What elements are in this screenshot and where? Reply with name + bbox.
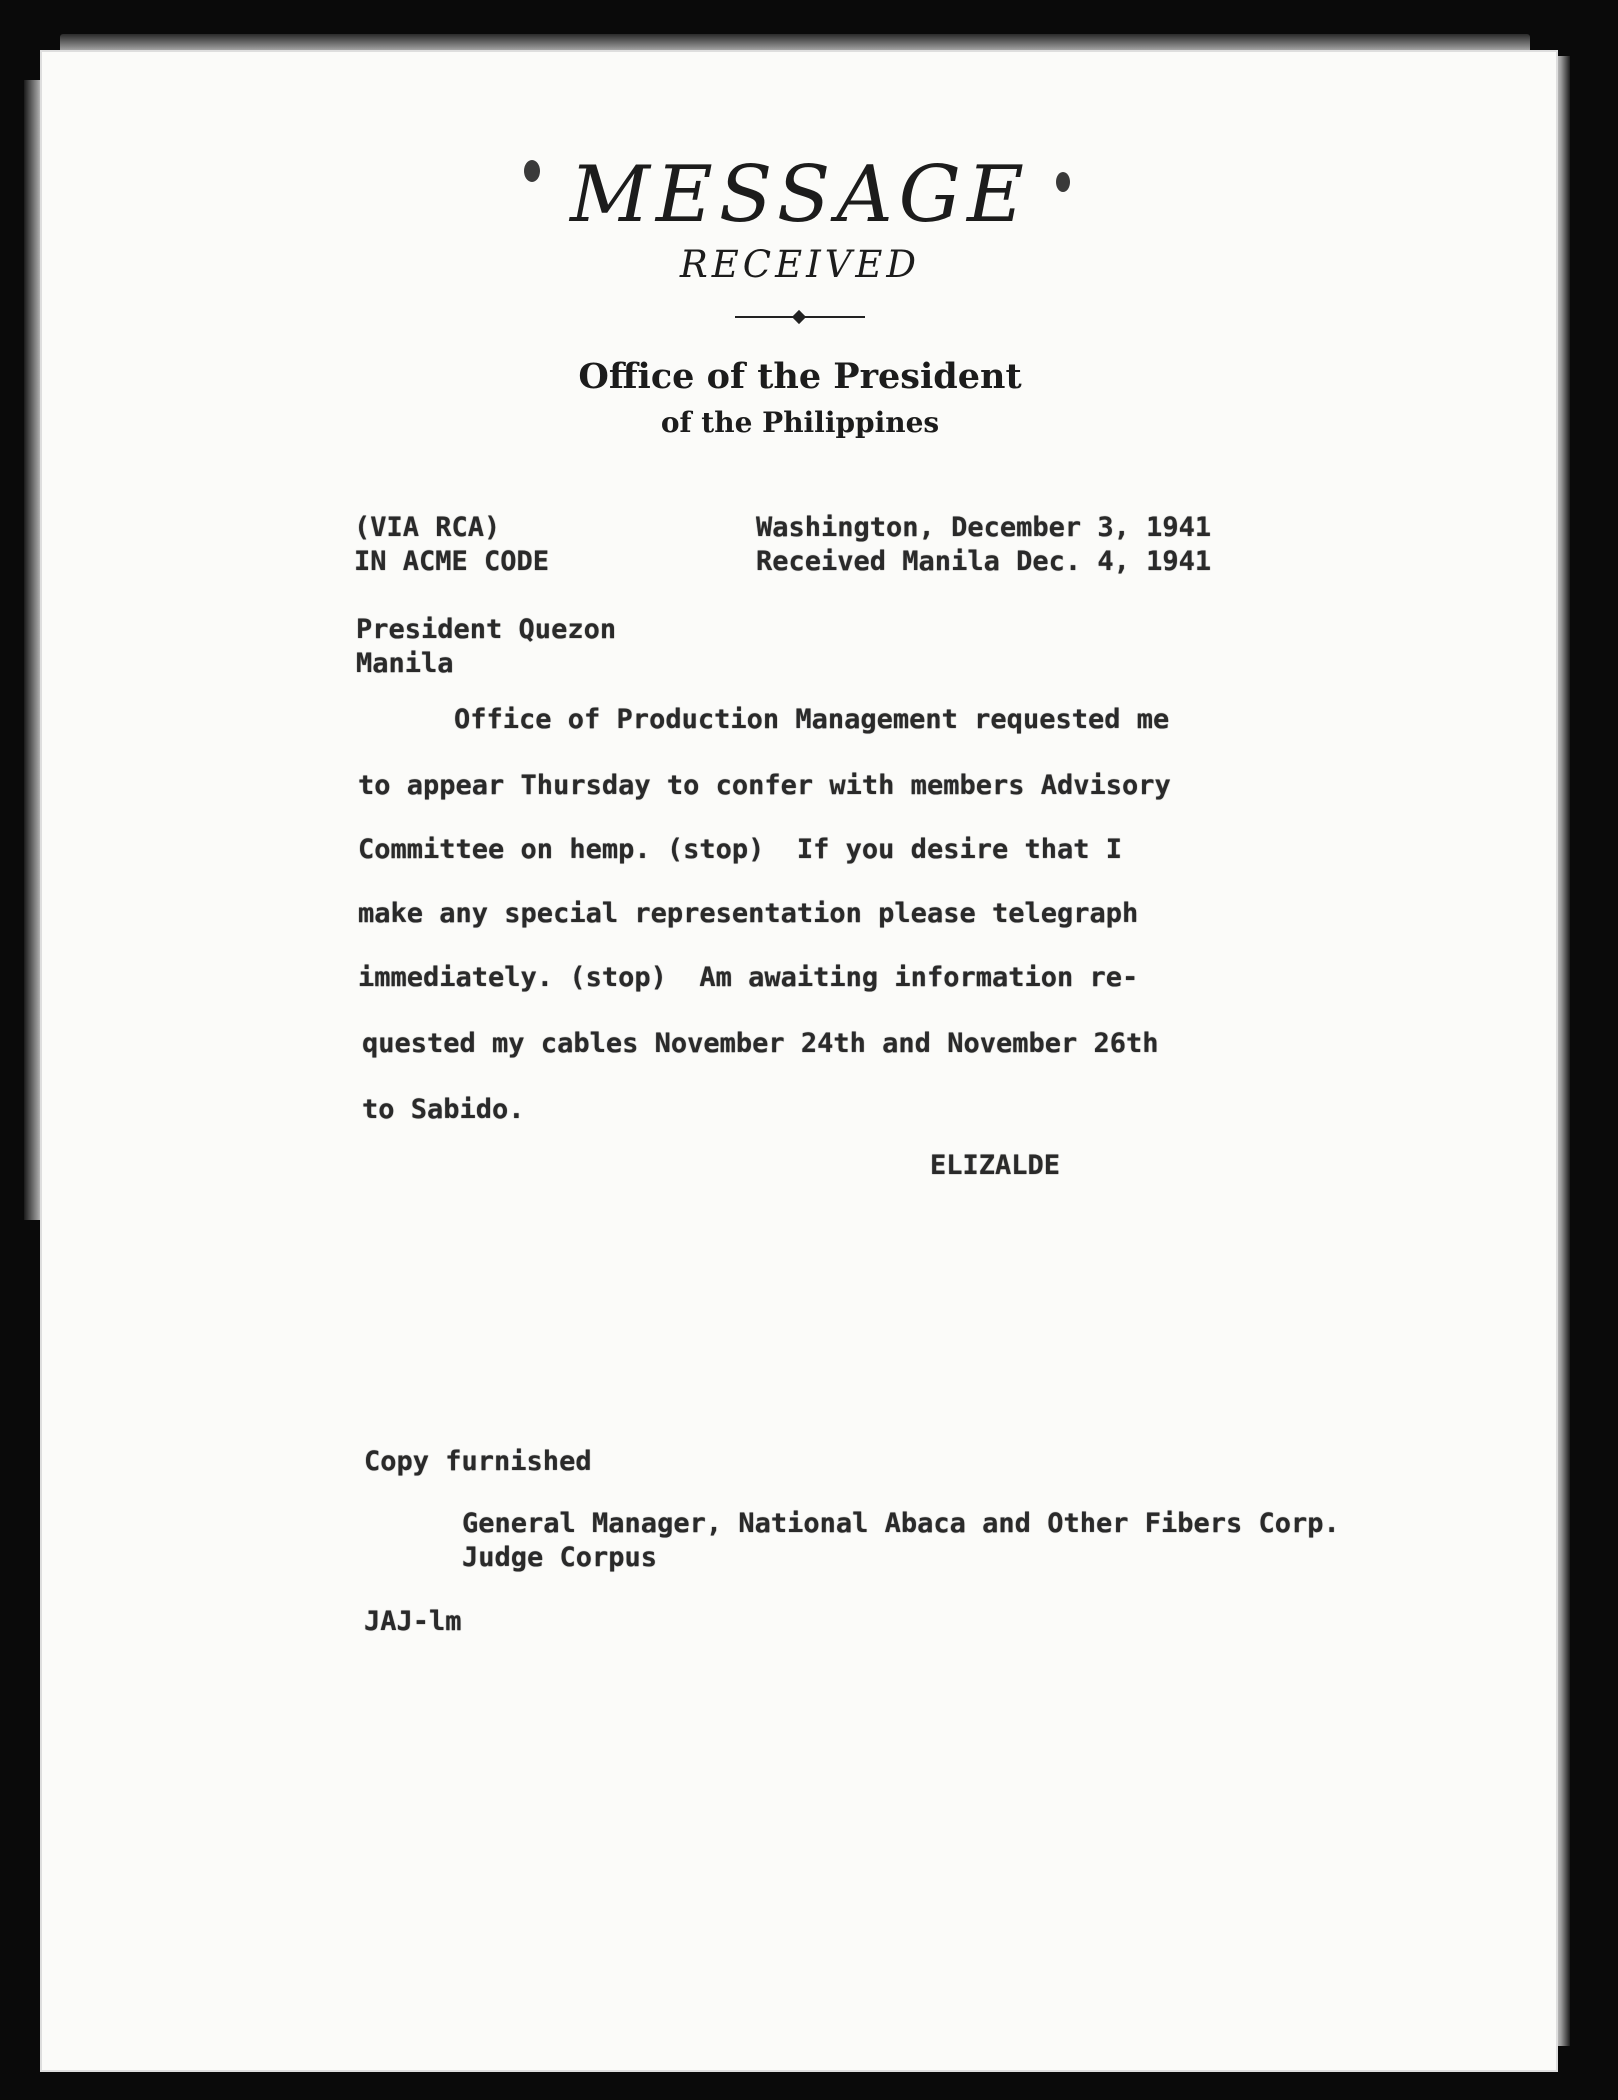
- body-line-7: to Sabido.: [362, 1094, 525, 1125]
- addressee-city: Manila: [356, 648, 454, 679]
- letterhead-office-sub: of the Philippines: [660, 406, 940, 439]
- body-line-6: quested my cables November 24th and November 26th: [362, 1028, 1159, 1059]
- routing-code: IN ACME CODE: [354, 546, 550, 577]
- routing-origin: Washington, December 3, 1941: [756, 512, 1212, 543]
- letterhead: [400, 150, 1200, 440]
- letterhead-title: MESSAGE: [570, 150, 1030, 240]
- routing-via: (VIA RCA): [354, 512, 501, 543]
- body-line-2: to appear Thursday to confer with members Advisory: [358, 770, 1171, 801]
- copy-label: Copy furnished: [364, 1446, 592, 1477]
- letterhead-divider: [735, 312, 865, 322]
- body-line-1: Office of Production Management requested me: [454, 704, 1170, 735]
- signature: ELIZALDE: [930, 1150, 1061, 1181]
- letterhead-subtitle: RECEIVED: [679, 243, 921, 286]
- body-line-5: immediately. (stop) Am awaiting information re-: [358, 962, 1139, 993]
- body-line-3: Committee on hemp. (stop) If you desire that I: [358, 834, 1123, 865]
- letterhead-office: Office of the President: [578, 356, 1022, 397]
- copy-recipient-2: Judge Corpus: [462, 1542, 658, 1573]
- diamond-ornament-icon: [792, 310, 806, 324]
- typist-initials: JAJ-lm: [364, 1606, 462, 1637]
- routing-received: Received Manila Dec. 4, 1941: [756, 546, 1212, 577]
- copy-recipient-1: General Manager, National Abaca and Other Fibers Corp.: [462, 1508, 1340, 1539]
- addressee-name: President Quezon: [356, 614, 617, 645]
- body-line-4: make any special representation please telegraph: [358, 898, 1139, 929]
